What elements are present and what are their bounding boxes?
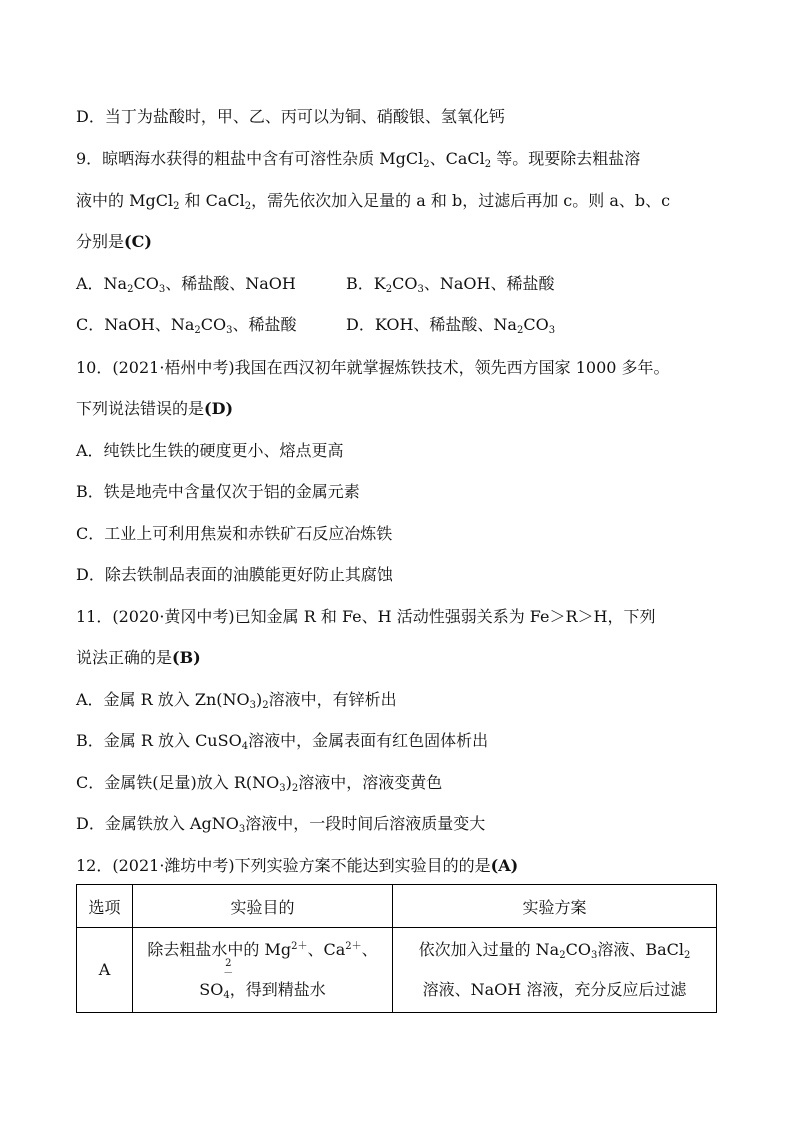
header-purpose: 实验目的 <box>133 885 393 928</box>
q10-answer: (D) <box>204 399 234 418</box>
q11-option-d: D．金属铁放入 AgNO$_3$溶液中，一段时间后溶液质量变大 <box>76 814 486 835</box>
q9-options-ab <box>76 274 555 295</box>
q11-answer: (B) <box>172 648 201 667</box>
cell-option: A <box>77 928 133 1013</box>
q10-option-d: D．除去铁制品表面的油膜能更好防止其腐蚀 <box>76 565 393 584</box>
q10-option-a: A．纯铁比生铁的硬度更小、熔点更高 <box>76 441 344 460</box>
q9-option-b: B．$K_2CO_3$、NaOH、稀盐酸 <box>346 274 555 295</box>
sulfate-ion: SO 2－ $_4$ <box>199 958 234 1001</box>
q9-option-a: A．$Na_2CO_3$、稀盐酸、NaOH <box>76 274 296 295</box>
q9-stem-line3: 分别是(C) <box>76 232 152 251</box>
q10-option-b: B．铁是地壳中含量仅次于铝的金属元素 <box>76 482 360 501</box>
q12-table <box>76 884 717 1013</box>
q10-option-c: C．工业上可利用焦炭和赤铁矿石反应冶炼铁 <box>76 524 393 543</box>
q12-stem: 12．(2021·潍坊中考)下列实验方案不能达到实验目的的是(A) <box>76 856 519 875</box>
header-option: 选项 <box>77 885 133 928</box>
q10-stem-line1: 10．(2021·梧州中考)我国在西汉初年就掌握炼铁技术，领先西方国家 1000 多年。 <box>76 358 670 377</box>
cell-plan: 依次加入过量的 $Na_2CO_3$溶液、BaCl$_2$ 溶液、NaOH 溶液，充分反应后过滤 <box>393 928 717 1013</box>
q9-option-c: C．NaOH、$Na_2CO_3$、稀盐酸 <box>76 315 297 336</box>
table-row <box>77 928 717 1013</box>
q11-option-a: A．金属 R 放入 $Zn(NO_3)_2$溶液中，有锌析出 <box>76 690 397 711</box>
q9-answer: (C) <box>124 232 152 251</box>
q11-option-c: C．金属铁(足量)放入 $R(NO_3)_2$溶液中，溶液变黄色 <box>76 773 443 794</box>
q10-stem-line2: 下列说法错误的是(D) <box>76 399 234 418</box>
header-plan: 实验方案 <box>393 885 717 928</box>
q8-option-d: D．当丁为盐酸时，甲、乙、丙可以为铜、硝酸银、氢氧化钙 <box>76 107 505 126</box>
q11-stem-line2: 说法正确的是(B) <box>76 648 201 667</box>
q9-options-cd <box>76 315 556 336</box>
q11-option-b: B．金属 R 放入 CuSO$_4$溶液中，金属表面有红色固体析出 <box>76 731 489 752</box>
q9-stem-line2: 液中的 MgCl$_2$ 和 CaCl$_2$，需先依次加入足量的 a 和 b，过滤后再加 c。则 a、b、c <box>76 191 671 212</box>
cell-purpose: 除去粗盐水中的 $Mg^{2+}$、$Ca^{2+}$、 SO 2－ $_4$，得到精盐水 <box>133 928 393 1013</box>
q9-stem-line1: 9．晾晒海水获得的粗盐中含有可溶性杂质 MgCl$_2$、CaCl$_2$ 等。现要除去粗盐溶 <box>76 149 641 170</box>
q11-stem-line1: 11．(2020·黄冈中考)已知金属 R 和 Fe、H 活动性强弱关系为 Fe＞R＞H，下列 <box>76 607 656 626</box>
q9-option-d: D．KOH、稀盐酸、$Na_2CO_3$ <box>346 315 556 336</box>
q12-answer: (A) <box>490 856 519 875</box>
table-header-row <box>77 885 717 928</box>
